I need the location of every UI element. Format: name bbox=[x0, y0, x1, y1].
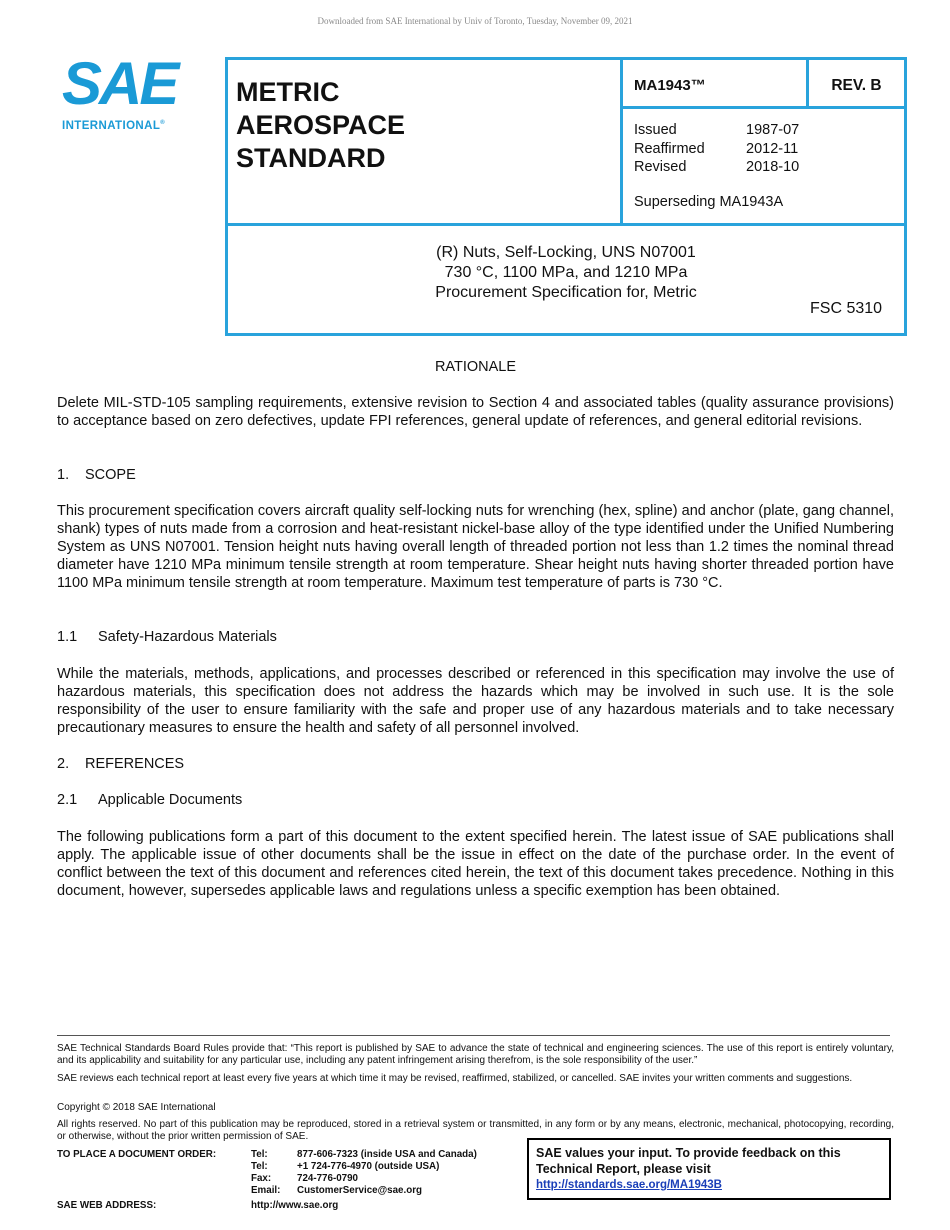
section-heading: 1.1 Safety-Hazardous Materials bbox=[57, 629, 277, 645]
section-heading: 2.1 Applicable Documents bbox=[57, 792, 243, 808]
header-divider bbox=[620, 106, 907, 109]
fsc-code: FSC 5310 bbox=[810, 300, 883, 317]
document-number: MA1943™ bbox=[634, 77, 706, 94]
revision-label: REV. B bbox=[831, 77, 882, 94]
rationale-heading: RATIONALE bbox=[434, 359, 517, 375]
copyright-note: Copyright © 2018 SAE International bbox=[57, 1102, 216, 1113]
section-heading: 2. REFERENCES bbox=[57, 756, 185, 772]
scope-text: This procurement specification covers aircraft quality self-locking nuts for wrenching (hex, spline) and anchor (plate, gang channel, shank) types of nuts made from a corrosion and heat-resistant nickel-base alloy of the type identified under the Unified Numbering System as UNS N07001. Tension height nuts having overall length of threaded portion not less than 1.2 times the nominal thread diameter have 1210 MPa minimum tensile strength at room temperature. Shear height nuts having shorter threaded portion have 1100 MPa minimum tensile strength at room temperature. Maximum test temperature of parts is 730 °C. bbox=[57, 503, 894, 591]
logo-sub-text: INTERNATIONAL® bbox=[62, 119, 166, 132]
superseding-note: Superseding MA1943A bbox=[634, 194, 784, 210]
order-contacts: TO PLACE A DOCUMENT ORDER: Tel: 877-606-7323 (inside USA and Canada) Tel: +1 724-776-4970 (outside USA) Fax: 724-776-0790 Email: CustomerService@sae.org SAE WEB ADDRESS: http://www.sae.org bbox=[57, 1149, 477, 1211]
rationale-text: Delete MIL-STD-105 sampling requirements, extensive revision to Section 4 and associated tables (quality assurance provisions) to acceptance based on zero defectives, update FPI references, general update of references, and general editorial revisions. bbox=[57, 395, 894, 429]
safety-text: While the materials, methods, applications, and processes described or referenced in this specification may involve the use of hazardous materials, this specification does not address the hazards which may be involved in such use. It is the sole responsibility of the user to ensure familiarity with the safe and proper use of any hazardous materials and to take necessary precautionary measures to ensure the health and safety of all personnel involved. bbox=[57, 666, 894, 736]
feedback-text: SAE values your input. To provide feedback on this Technical Report, please visit bbox=[536, 1146, 841, 1176]
sae-logo bbox=[62, 50, 192, 134]
date-row: Reaffirmed 2012-11 bbox=[634, 140, 799, 157]
section-heading: 1. SCOPE bbox=[57, 467, 136, 483]
header-divider bbox=[225, 223, 907, 226]
download-notice: Downloaded from SAE International by Univ of Toronto, Tuesday, November 09, 2021 bbox=[317, 16, 633, 26]
feedback-link[interactable]: http://standards.sae.org/MA1943B bbox=[536, 1179, 722, 1191]
rights-note: All rights reserved. No part of this publication may be reproduced, stored in a retrieval system or transmitted, in any form or by any means, electronic, mechanical, photocopying, recording, or otherwise, without the prior written permission of SAE. bbox=[57, 1119, 894, 1142]
board-rules-note: SAE Technical Standards Board Rules provide that: “This report is published by SAE to advance the state of technical and engineering sciences. The use of this report is entirely voluntary, and its applicability and suitability for any particular use, including any patent infringement arising therefrom, is the sole responsibility of the user.” bbox=[57, 1043, 894, 1066]
standard-type-title: METRIC AEROSPACE STANDARD bbox=[236, 77, 406, 173]
logo-main-text: SAE bbox=[62, 50, 177, 117]
header-divider bbox=[620, 57, 623, 225]
date-row: Revised 2018-10 bbox=[634, 159, 800, 175]
review-note: SAE reviews each technical report at least every five years at which time it may be revised, reaffirmed, stabilized, or cancelled. SAE invites your written comments and suggestions. bbox=[57, 1073, 853, 1084]
footer-divider bbox=[57, 1035, 890, 1036]
feedback-box bbox=[527, 1138, 891, 1200]
date-row: Issued 1987-07 bbox=[634, 122, 800, 138]
applicable-documents-text: The following publications form a part of this document to the extent specified herein. The latest issue of SAE publications shall apply. The applicable issue of other documents shall be the issue in effect on the date of the purchase order. In the event of conflict between the text of this document and references cited herein, the text of this document takes precedence. Nothing in this document, however, supersedes applicable laws and regulations unless a specific exemption has been obtained. bbox=[57, 829, 894, 899]
document-title: (R) Nuts, Self-Locking, UNS N07001 730 °C, 1100 MPa, and 1210 MPa Procurement Specification for, Metric bbox=[435, 244, 697, 301]
registered-mark: ® bbox=[160, 120, 166, 126]
date-table bbox=[634, 121, 799, 177]
